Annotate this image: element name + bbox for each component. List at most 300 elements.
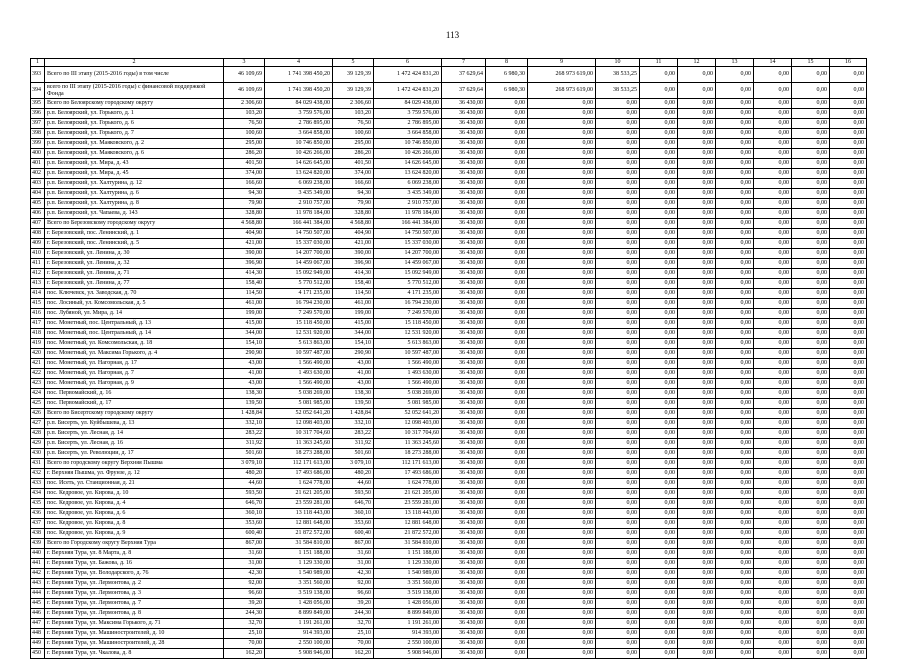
value-cell: 0,00 xyxy=(486,579,528,589)
value-cell: 0,00 xyxy=(830,83,867,99)
value-cell: 0,00 xyxy=(596,299,640,309)
table-row xyxy=(31,439,867,449)
value-cell: 0,00 xyxy=(792,209,830,219)
value-cell: 0,00 xyxy=(678,499,716,509)
value-cell: 0,00 xyxy=(486,159,528,169)
value-cell: 0,00 xyxy=(830,139,867,149)
value-cell: 374,00 xyxy=(333,169,374,179)
value-cell: 0,00 xyxy=(830,289,867,299)
value-cell: 36 430,00 xyxy=(442,429,486,439)
value-cell: 0,00 xyxy=(716,109,754,119)
value-cell: 0,00 xyxy=(754,419,792,429)
column-number: 11 xyxy=(640,59,678,67)
address-cell: р.п. Белоярский, ул. Маяковского, д. 6 xyxy=(45,149,224,159)
value-cell: 0,00 xyxy=(754,99,792,109)
table-row xyxy=(31,489,867,499)
value-cell: 0,00 xyxy=(792,469,830,479)
value-cell: 0,00 xyxy=(754,449,792,459)
address-cell: г. Верхняя Тура, ул. Володарского, д. 76 xyxy=(45,569,224,579)
value-cell: 421,00 xyxy=(333,239,374,249)
value-cell: 16 794 230,00 xyxy=(374,299,442,309)
value-cell: 36 430,00 xyxy=(442,369,486,379)
value-cell: 404,90 xyxy=(224,229,265,239)
value-cell: 0,00 xyxy=(486,369,528,379)
row-number: 444 xyxy=(31,589,45,599)
value-cell: 0,00 xyxy=(596,209,640,219)
value-cell: 36 430,00 xyxy=(442,399,486,409)
value-cell: 0,00 xyxy=(792,439,830,449)
value-cell: 0,00 xyxy=(486,299,528,309)
value-cell: 600,40 xyxy=(333,529,374,539)
row-number: 403 xyxy=(31,179,45,189)
value-cell: 0,00 xyxy=(528,249,596,259)
value-cell: 0,00 xyxy=(716,199,754,209)
table-row xyxy=(31,649,867,659)
value-cell: 0,00 xyxy=(830,359,867,369)
value-cell: 0,00 xyxy=(486,279,528,289)
value-cell: 0,00 xyxy=(792,479,830,489)
value-cell: 0,00 xyxy=(596,309,640,319)
value-cell: 0,00 xyxy=(486,639,528,649)
value-cell: 0,00 xyxy=(754,349,792,359)
value-cell: 1 151 188,00 xyxy=(374,549,442,559)
column-number: 6 xyxy=(374,59,442,67)
value-cell: 0,00 xyxy=(754,499,792,509)
address-cell: пос. Лосиный, ул. Комсомольская, д. 5 xyxy=(45,299,224,309)
value-cell: 0,00 xyxy=(486,609,528,619)
value-cell: 0,00 xyxy=(792,399,830,409)
value-cell: 36 430,00 xyxy=(442,609,486,619)
value-cell: 0,00 xyxy=(792,83,830,99)
value-cell: 0,00 xyxy=(528,239,596,249)
value-cell: 290,90 xyxy=(224,349,265,359)
value-cell: 3 351 560,00 xyxy=(265,579,333,589)
value-cell: 0,00 xyxy=(596,129,640,139)
row-number: 412 xyxy=(31,269,45,279)
value-cell: 0,00 xyxy=(596,199,640,209)
value-cell: 0,00 xyxy=(528,179,596,189)
value-cell: 0,00 xyxy=(640,539,678,549)
table-row xyxy=(31,479,867,489)
value-cell: 0,00 xyxy=(792,329,830,339)
value-cell: 0,00 xyxy=(830,109,867,119)
value-cell: 0,00 xyxy=(486,99,528,109)
table-row xyxy=(31,319,867,329)
address-cell: пос. Лубяной, ул. Мира, д. 14 xyxy=(45,309,224,319)
row-number: 409 xyxy=(31,239,45,249)
address-cell: Всего по Городскому округу Верхняя Тура xyxy=(45,539,224,549)
value-cell: 0,00 xyxy=(528,329,596,339)
value-cell: 0,00 xyxy=(596,439,640,449)
value-cell: 94,30 xyxy=(224,189,265,199)
value-cell: 0,00 xyxy=(792,249,830,259)
value-cell: 1 191 261,00 xyxy=(265,619,333,629)
value-cell: 0,00 xyxy=(678,459,716,469)
value-cell: 415,00 xyxy=(224,319,265,329)
address-cell: г. Березовский, ул. Ленина, д. 30 xyxy=(45,249,224,259)
value-cell: 1 493 630,00 xyxy=(265,369,333,379)
value-cell: 0,00 xyxy=(528,109,596,119)
value-cell: 21 872 572,00 xyxy=(265,529,333,539)
value-cell: 0,00 xyxy=(486,199,528,209)
address-cell: р.п. Белоярский, ул. Чапаева, д. 143 xyxy=(45,209,224,219)
value-cell: 0,00 xyxy=(486,179,528,189)
value-cell: 0,00 xyxy=(716,119,754,129)
table-row xyxy=(31,149,867,159)
value-cell: 0,00 xyxy=(716,229,754,239)
value-cell: 3 079,10 xyxy=(224,459,265,469)
value-cell: 268 973 619,00 xyxy=(528,67,596,83)
value-cell: 23 559 281,00 xyxy=(374,499,442,509)
value-cell: 52 052 641,20 xyxy=(374,409,442,419)
value-cell: 0,00 xyxy=(754,559,792,569)
value-cell: 593,50 xyxy=(224,489,265,499)
table-row xyxy=(31,199,867,209)
value-cell: 0,00 xyxy=(830,609,867,619)
row-number: 434 xyxy=(31,489,45,499)
address-cell: пос. Монетный, ул. Нагорная, д. 7 xyxy=(45,369,224,379)
value-cell: 0,00 xyxy=(486,349,528,359)
row-number: 438 xyxy=(31,529,45,539)
value-cell: 0,00 xyxy=(716,449,754,459)
table-row xyxy=(31,139,867,149)
value-cell: 36 430,00 xyxy=(442,229,486,239)
table-row xyxy=(31,529,867,539)
value-cell: 36 430,00 xyxy=(442,499,486,509)
row-number: 405 xyxy=(31,199,45,209)
value-cell: 154,10 xyxy=(224,339,265,349)
value-cell: 0,00 xyxy=(678,419,716,429)
value-cell: 0,00 xyxy=(528,429,596,439)
value-cell: 36 430,00 xyxy=(442,569,486,579)
row-number: 446 xyxy=(31,609,45,619)
value-cell: 0,00 xyxy=(528,409,596,419)
address-cell: пос. Первомайский, д. 17 xyxy=(45,399,224,409)
value-cell: 0,00 xyxy=(792,109,830,119)
address-cell: г. Березовский, ул. Ленина, д. 77 xyxy=(45,279,224,289)
row-number: 400 xyxy=(31,149,45,159)
value-cell: 0,00 xyxy=(486,339,528,349)
value-cell: 36 430,00 xyxy=(442,619,486,629)
value-cell: 3 351 560,00 xyxy=(374,579,442,589)
table-row xyxy=(31,549,867,559)
value-cell: 244,30 xyxy=(333,609,374,619)
value-cell: 0,00 xyxy=(596,549,640,559)
value-cell: 0,00 xyxy=(528,349,596,359)
value-cell: 0,00 xyxy=(678,269,716,279)
value-cell: 18 273 288,00 xyxy=(265,449,333,459)
value-cell: 79,90 xyxy=(333,199,374,209)
address-cell: г. Верхняя Тура, ул. Лермонтова, д. 7 xyxy=(45,599,224,609)
table-row xyxy=(31,469,867,479)
row-number: 417 xyxy=(31,319,45,329)
value-cell: 0,00 xyxy=(528,549,596,559)
value-cell: 0,00 xyxy=(640,399,678,409)
value-cell: 0,00 xyxy=(754,459,792,469)
value-cell: 0,00 xyxy=(792,639,830,649)
value-cell: 36 430,00 xyxy=(442,159,486,169)
value-cell: 0,00 xyxy=(678,439,716,449)
value-cell: 0,00 xyxy=(830,509,867,519)
value-cell: 0,00 xyxy=(486,209,528,219)
value-cell: 100,60 xyxy=(224,129,265,139)
value-cell: 0,00 xyxy=(486,519,528,529)
value-cell: 0,00 xyxy=(830,459,867,469)
value-cell: 36 430,00 xyxy=(442,509,486,519)
table-row xyxy=(31,159,867,169)
value-cell: 0,00 xyxy=(830,149,867,159)
value-cell: 5 613 863,00 xyxy=(374,339,442,349)
value-cell: 76,50 xyxy=(333,119,374,129)
address-cell: пос. Исеть, ул. Станционная, д. 21 xyxy=(45,479,224,489)
address-cell: р.п. Белоярский, ул. Мира, д. 43 xyxy=(45,159,224,169)
table-row xyxy=(31,329,867,339)
value-cell: 0,00 xyxy=(528,169,596,179)
value-cell: 0,00 xyxy=(640,159,678,169)
value-cell: 1 540 989,00 xyxy=(265,569,333,579)
value-cell: 0,00 xyxy=(830,629,867,639)
value-cell: 0,00 xyxy=(754,269,792,279)
value-cell: 1 472 424 831,20 xyxy=(374,67,442,83)
value-cell: 0,00 xyxy=(716,319,754,329)
value-cell: 5 038 269,00 xyxy=(265,389,333,399)
row-number: 415 xyxy=(31,299,45,309)
value-cell: 42,30 xyxy=(333,569,374,579)
address-cell: р.п. Белоярский, ул. Маяковского, д. 2 xyxy=(45,139,224,149)
value-cell: 96,60 xyxy=(224,589,265,599)
value-cell: 0,00 xyxy=(754,409,792,419)
value-cell: 36 430,00 xyxy=(442,319,486,329)
value-cell: 0,00 xyxy=(640,269,678,279)
value-cell: 0,00 xyxy=(640,119,678,129)
value-cell: 0,00 xyxy=(596,559,640,569)
value-cell: 0,00 xyxy=(640,209,678,219)
value-cell: 0,00 xyxy=(716,649,754,659)
value-cell: 5 770 512,00 xyxy=(265,279,333,289)
value-cell: 0,00 xyxy=(792,559,830,569)
value-cell: 36 430,00 xyxy=(442,339,486,349)
value-cell: 295,00 xyxy=(333,139,374,149)
value-cell: 600,40 xyxy=(224,529,265,539)
value-cell: 0,00 xyxy=(640,559,678,569)
value-cell: 332,10 xyxy=(224,419,265,429)
value-cell: 0,00 xyxy=(678,189,716,199)
value-cell: 0,00 xyxy=(528,439,596,449)
value-cell: 0,00 xyxy=(830,99,867,109)
value-cell: 3 664 858,00 xyxy=(265,129,333,139)
value-cell: 3 079,10 xyxy=(333,459,374,469)
value-cell: 0,00 xyxy=(792,289,830,299)
value-cell: 0,00 xyxy=(754,139,792,149)
value-cell: 0,00 xyxy=(792,199,830,209)
value-cell: 0,00 xyxy=(486,229,528,239)
value-cell: 0,00 xyxy=(754,209,792,219)
value-cell: 0,00 xyxy=(830,649,867,659)
value-cell: 0,00 xyxy=(716,269,754,279)
value-cell: 0,00 xyxy=(792,189,830,199)
value-cell: 0,00 xyxy=(528,649,596,659)
value-cell: 0,00 xyxy=(528,119,596,129)
value-cell: 0,00 xyxy=(754,67,792,83)
value-cell: 0,00 xyxy=(528,579,596,589)
value-cell: 0,00 xyxy=(678,119,716,129)
row-number: 442 xyxy=(31,569,45,579)
value-cell: 0,00 xyxy=(596,359,640,369)
value-cell: 0,00 xyxy=(716,459,754,469)
value-cell: 290,90 xyxy=(333,349,374,359)
value-cell: 139,50 xyxy=(333,399,374,409)
value-cell: 36 430,00 xyxy=(442,559,486,569)
row-number: 425 xyxy=(31,399,45,409)
value-cell: 1 472 424 831,20 xyxy=(374,83,442,99)
address-cell: г. Верхняя Тура, ул. Бажова, д. 16 xyxy=(45,559,224,569)
address-cell: пос. Кедровое, ул. Кирова, д. 4 xyxy=(45,499,224,509)
value-cell: 4 171 235,00 xyxy=(374,289,442,299)
value-cell: 0,00 xyxy=(830,529,867,539)
value-cell: 0,00 xyxy=(792,379,830,389)
column-number: 5 xyxy=(333,59,374,67)
value-cell: 0,00 xyxy=(678,179,716,189)
value-cell: 360,10 xyxy=(224,509,265,519)
value-cell: 52 052 641,20 xyxy=(265,409,333,419)
value-cell: 0,00 xyxy=(528,529,596,539)
value-cell: 1 624 778,00 xyxy=(374,479,442,489)
value-cell: 0,00 xyxy=(486,329,528,339)
value-cell: 5 908 946,00 xyxy=(374,649,442,659)
value-cell: 0,00 xyxy=(528,139,596,149)
value-cell: 114,50 xyxy=(224,289,265,299)
value-cell: 0,00 xyxy=(486,499,528,509)
value-cell: 0,00 xyxy=(678,409,716,419)
value-cell: 0,00 xyxy=(678,279,716,289)
address-cell: пос. Монетный, пос. Центральный, д. 13 xyxy=(45,319,224,329)
value-cell: 0,00 xyxy=(792,629,830,639)
value-cell: 0,00 xyxy=(716,489,754,499)
value-cell: 461,00 xyxy=(224,299,265,309)
value-cell: 0,00 xyxy=(678,299,716,309)
value-cell: 1 566 490,00 xyxy=(374,359,442,369)
table-row xyxy=(31,219,867,229)
value-cell: 166 441 384,00 xyxy=(265,219,333,229)
value-cell: 0,00 xyxy=(716,249,754,259)
value-cell: 0,00 xyxy=(716,539,754,549)
row-number: 448 xyxy=(31,629,45,639)
value-cell: 36 430,00 xyxy=(442,629,486,639)
value-cell: 0,00 xyxy=(716,409,754,419)
value-cell: 0,00 xyxy=(830,599,867,609)
value-cell: 0,00 xyxy=(528,369,596,379)
value-cell: 79,90 xyxy=(224,199,265,209)
value-cell: 0,00 xyxy=(754,119,792,129)
value-cell: 0,00 xyxy=(640,459,678,469)
value-cell: 36 430,00 xyxy=(442,389,486,399)
row-number: 397 xyxy=(31,119,45,129)
address-cell: г. Верхняя Тура, ул. 8 Марта, д. 8 xyxy=(45,549,224,559)
column-number: 13 xyxy=(716,59,754,67)
row-number: 439 xyxy=(31,539,45,549)
value-cell: 0,00 xyxy=(528,479,596,489)
value-cell: 414,30 xyxy=(333,269,374,279)
value-cell: 36 430,00 xyxy=(442,99,486,109)
value-cell: 2 550 100,00 xyxy=(265,639,333,649)
value-cell: 0,00 xyxy=(716,329,754,339)
row-number: 428 xyxy=(31,429,45,439)
row-number: 398 xyxy=(31,129,45,139)
value-cell: 166 441 384,00 xyxy=(374,219,442,229)
value-cell: 0,00 xyxy=(678,359,716,369)
value-cell: 0,00 xyxy=(486,169,528,179)
value-cell: 5 081 985,00 xyxy=(374,399,442,409)
value-cell: 0,00 xyxy=(596,269,640,279)
value-cell: 46 109,69 xyxy=(224,67,265,83)
value-cell: 0,00 xyxy=(596,389,640,399)
row-number: 414 xyxy=(31,289,45,299)
value-cell: 0,00 xyxy=(754,239,792,249)
value-cell: 0,00 xyxy=(792,619,830,629)
value-cell: 0,00 xyxy=(792,509,830,519)
value-cell: 1 191 261,00 xyxy=(374,619,442,629)
value-cell: 0,00 xyxy=(716,289,754,299)
value-cell: 5 038 269,00 xyxy=(374,389,442,399)
column-number: 10 xyxy=(596,59,640,67)
value-cell: 0,00 xyxy=(596,469,640,479)
table-row xyxy=(31,509,867,519)
column-number: 14 xyxy=(754,59,792,67)
value-cell: 0,00 xyxy=(486,589,528,599)
value-cell: 0,00 xyxy=(754,599,792,609)
value-cell: 39,20 xyxy=(333,599,374,609)
value-cell: 283,22 xyxy=(224,429,265,439)
value-cell: 0,00 xyxy=(596,279,640,289)
value-cell: 0,00 xyxy=(754,379,792,389)
value-cell: 0,00 xyxy=(716,339,754,349)
value-cell: 166,60 xyxy=(224,179,265,189)
table-row xyxy=(31,449,867,459)
value-cell: 0,00 xyxy=(830,319,867,329)
value-cell: 70,00 xyxy=(333,639,374,649)
value-cell: 0,00 xyxy=(486,489,528,499)
value-cell: 0,00 xyxy=(528,219,596,229)
value-cell: 0,00 xyxy=(792,219,830,229)
value-cell: 480,20 xyxy=(224,469,265,479)
value-cell: 36 430,00 xyxy=(442,379,486,389)
value-cell: 0,00 xyxy=(640,469,678,479)
value-cell: 3 519 138,00 xyxy=(374,589,442,599)
value-cell: 0,00 xyxy=(716,389,754,399)
value-cell: 0,00 xyxy=(528,309,596,319)
value-cell: 0,00 xyxy=(678,249,716,259)
value-cell: 12 881 648,00 xyxy=(265,519,333,529)
value-cell: 0,00 xyxy=(640,259,678,269)
value-cell: 344,00 xyxy=(224,329,265,339)
value-cell: 0,00 xyxy=(640,279,678,289)
value-cell: 0,00 xyxy=(640,609,678,619)
value-cell: 0,00 xyxy=(678,389,716,399)
value-cell: 0,00 xyxy=(716,529,754,539)
value-cell: 501,60 xyxy=(333,449,374,459)
value-cell: 0,00 xyxy=(792,139,830,149)
data-table xyxy=(30,58,867,659)
value-cell: 84 029 438,00 xyxy=(374,99,442,109)
value-cell: 0,00 xyxy=(754,259,792,269)
value-cell: 0,00 xyxy=(830,469,867,479)
value-cell: 0,00 xyxy=(716,129,754,139)
value-cell: 0,00 xyxy=(830,429,867,439)
value-cell: 0,00 xyxy=(486,239,528,249)
value-cell: 36 430,00 xyxy=(442,469,486,479)
value-cell: 0,00 xyxy=(792,99,830,109)
value-cell: 0,00 xyxy=(528,589,596,599)
